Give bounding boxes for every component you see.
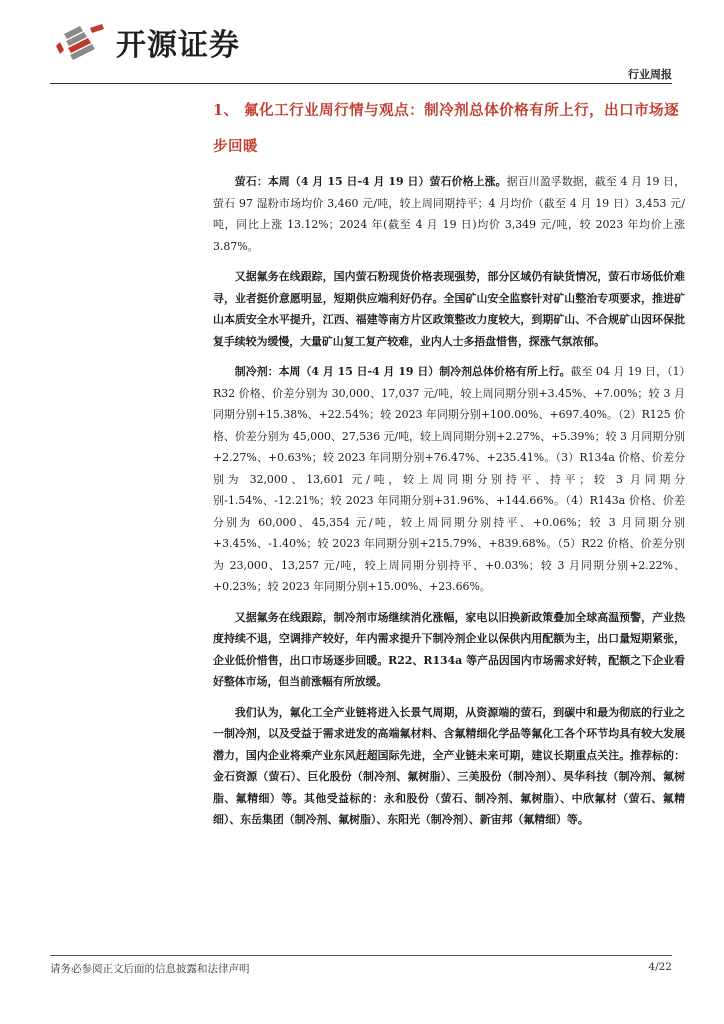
- brand-name: 开源证券: [116, 28, 240, 63]
- paragraph-refrigerant: [213, 361, 685, 598]
- paragraph-body: 我们认为，氟化工全产业链将进入长景气周期，从资源端的萤石，到碳中和最为彻底的行业之一制冷剂，以及受益于需求迸发的高端氟材料、含氟精细化学品等氟化工各个环节均具有较大发展潜力，国内企业将乘产业东风赶超国际先进，全产业链未来可期，建议长期重点关注。推荐标的：金石资源（萤石）、巨化股份（制冷剂、氟树脂）、三美股份（制冷剂）、昊华科技（制冷剂、氟树脂、氟精细）等。其他受益标的：永和股份（萤石、制冷剂、氟树脂）、中欣氟材（萤石、氟精细）、东岳集团（制冷剂、氟树脂）、东阳光（制冷剂）、新宙邦（氟精细）等。: [213, 705, 685, 826]
- paragraph-body: 又据氟务在线跟踪，国内萤石粉现货价格表现强势，部分区域仍有缺货情况，萤石市场低价难寻，业者挺价意愿明显，短期供应端利好仍存。全国矿山安全监察针对矿山整治专项要求，推进矿山本质安全水平提升，江西、福建等南方片区政策整改力度较大，到期矿山、不合规矿山因环保批复手续较为缓慢，大量矿山复工复产较难，业内人士多捂盘惜售，探涨气氛浓郁。: [213, 270, 685, 348]
- paragraph-fluorite-tracking: [213, 266, 685, 352]
- brand-logo-icon: [50, 20, 110, 64]
- paragraph-body: 又据氟务在线跟踪，制冷剂市场继续消化涨幅，家电以旧换新政策叠加全球高温预警，产业热度持续不退，空调排产较好，年内需求提升下制冷剂企业以保供内用配额为主，出口量短期紧张，企业低价惜售，出口市场逐步回暖。R22、R134a 等产品因国内市场需求好转，配额之下企业看好整体市场，但当前涨幅有所放缓。: [213, 610, 685, 688]
- report-type-label: 行业周报: [628, 68, 672, 81]
- footer-divider: [50, 955, 672, 956]
- paragraph-lead: 萤石：本周（4 月 15 日-4 月 19 日）萤石价格上涨。: [234, 175, 507, 188]
- paragraph-lead: 制冷剂：本周（4 月 15 日-4 月 19 日）制冷剂总体价格有所上行。: [234, 365, 571, 378]
- header-divider: [50, 83, 672, 84]
- section-title: 1、 氟化工行业周行情与观点：制冷剂总体价格有所上行，出口市场逐步回暖: [213, 102, 680, 155]
- paragraph-body: 截至 04 月 19 日，（1）R32 价格、价差分别为 30,000、17,037 元/吨，较上周同期分别+3.45%、+7.00%；较 3 月同期分别+15.38%、+22.54%；较 2023 年同期分别+100.00%、+697.40%。（2）R125 价格、价差分别为 45,000、27,536 元/吨，较上周同期分别+2.27%、+5.39%；较 3 月同期分别+2.27%、+0.63%；较 2023 年同期分别+76.47%、+235.41%。（3）R134a 价格、价差分别为 32,000、13,601 元/吨，较上周同期分别持平、持平；较 3 月同期分别-1.54%、-12.21%；较 2023 年同期分别+31.96%、+144.66%。（4）R143a 价格、价差分别为 60,000、45,354 元/吨，较上周同期分别持平、+0.06%；较 3 月同期分别+3.45%、-1.40%；较 2023 年同期分别+215.79%、+839.68%。（5）R22 价格、价差分别为 23,000、13,257 元/吨，较上周同期分别持平、+0.03%；较 3 月同期分别+2.22%、+0.23%；较 2023 年同期分别+15.00%、+23.66%。: [213, 365, 685, 593]
- paragraph-conclusion: [213, 702, 685, 831]
- page-number: 4/22: [648, 961, 672, 973]
- footer-disclaimer: 请务必参阅正文后面的信息披露和法律声明: [50, 963, 250, 975]
- paragraph-refrigerant-tracking: [213, 607, 685, 693]
- brand-logo: [50, 20, 240, 64]
- main-content: [213, 93, 685, 840]
- paragraph-body: 据百川盈孚数据，截至 4 月 19 日，萤石 97 湿粉市场均价 3,460 元/吨，较上周同期持平；4 月均价（截至 4 月 19 日）3,453 元/吨，同比上涨 13.12%；2024 年(截至 4 月 19 日)均价 3,349 元/吨，较 2023 年均价上涨 3.87%。: [213, 175, 685, 253]
- page-header: [0, 0, 724, 84]
- paragraph-fluorite: [213, 171, 685, 257]
